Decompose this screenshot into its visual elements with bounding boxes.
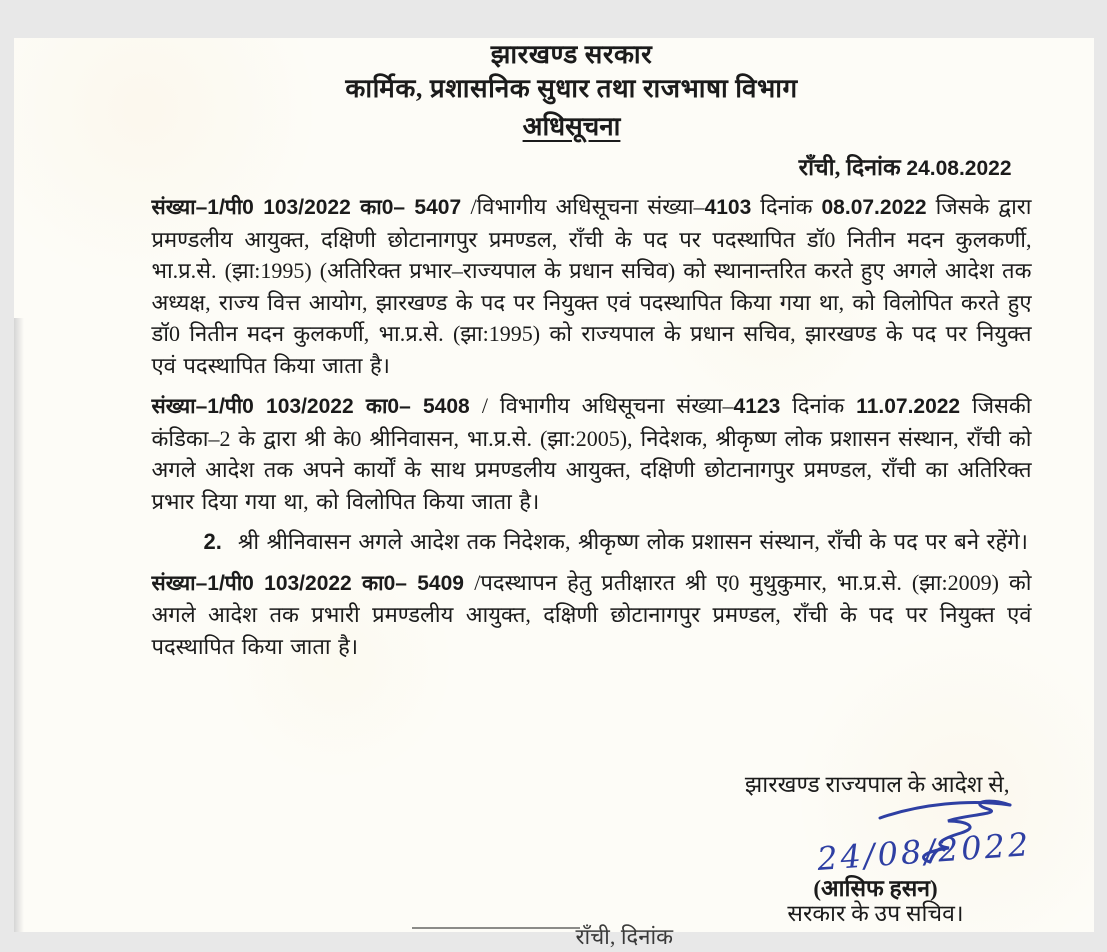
body-run: /विभागीय अधिसूचना संख्या– xyxy=(470,194,704,219)
paragraph-order-5407 xyxy=(152,191,1032,381)
government-name: झारखण्ड सरकार xyxy=(32,38,1107,72)
dept-notification-number-4103: 4103 xyxy=(705,196,752,219)
dept-notification-date-11-07-2022: 11.07.2022 xyxy=(856,395,960,418)
scanned-notification-page xyxy=(14,38,1094,932)
signatory-name: (आसिफ हसन) xyxy=(756,871,996,903)
clause-2-number: 2. xyxy=(204,529,238,554)
cutoff-next-line-text: राँची, दिनांक xyxy=(576,922,674,952)
notification-body xyxy=(14,191,1094,662)
signature-date-handwritten: 24/08/2022 xyxy=(814,825,1032,878)
place-date-line xyxy=(14,150,1094,182)
body-run: दिनांक xyxy=(751,194,821,219)
department-name: कार्मिक, प्रशासनिक सुधार तथा राजभाषा विभाग xyxy=(32,72,1107,106)
dept-notification-date-08-07-2022: 08.07.2022 xyxy=(822,196,927,219)
body-run: जिसकी कंडिका–2 के द्वारा श्री के0 श्रीनिवासन, भा.प्र.से. (झा:2005), निदेशक, श्रीकृष्ण लोक प्रशासन संस्थान, राँची को अगले आदेश तक अपने कार्यों के साथ प्रमण्डलीय आयुक्त, दक्षिणी छोटानागपुर प्रमण्डल, राँची का अतिरिक्त प्रभार दिया गया था, को विलोपित किया जाता है। xyxy=(152,393,1032,514)
issue-date: 24.08.2022 xyxy=(906,157,1011,180)
paragraph-order-5409 xyxy=(152,567,1032,663)
clause-2 xyxy=(152,526,1032,558)
ref-number-5407: संख्या–1/पी0 103/2022 का0– 5407 xyxy=(152,196,471,219)
place-date-prefix: राँची, दिनांक xyxy=(799,155,907,180)
dept-notification-number-4123: 4123 xyxy=(734,395,781,418)
by-order-line: झारखण्ड राज्यपाल के आदेश से, xyxy=(745,767,1010,799)
document-header xyxy=(32,38,1107,143)
body-run: जिसके द्वारा प्रमण्डलीय आयुक्त, दक्षिणी छोटानागपुर प्रमण्डल, राँची के पद पर पदस्थापित डॉ0 नितीन मदन कुलकर्णी, भा.प्र.से. (झा:1995) (अतिरिक्त प्रभार–राज्यपाल के प्रधान सचिव) को स्थानान्तरित करते हुए अगले आदेश तक अध्यक्ष, राज्य वित्त आयोग, झारखण्ड के पद पर नियुक्त एवं पदस्थापित किया गया था, को विलोपित करते हुए डॉ0 नितीन मदन कुलकर्णी, भा.प्र.से. (झा:1995) को राज्यपाल के प्रधान सचिव, झारखण्ड के पद पर नियुक्त एवं पदस्थापित किया जाता है। xyxy=(152,194,1032,378)
cutoff-text-line xyxy=(412,927,580,929)
body-run: / विभागीय अधिसूचना संख्या– xyxy=(482,393,734,418)
ref-number-5408: संख्या–1/पी0 103/2022 का0– 5408 xyxy=(152,395,482,418)
clause-2-text: श्री श्रीनिवासन अगले आदेश तक निदेशक, श्रीकृष्ण लोक प्रशासन संस्थान, राँची के पद पर बने रहेंगे। xyxy=(238,529,1028,554)
body-run: दिनांक xyxy=(780,393,856,418)
ref-number-5409: संख्या–1/पी0 103/2022 का0– 5409 xyxy=(152,572,475,595)
signatory-designation: सरकार के उप सचिव। xyxy=(741,896,1011,928)
notification-title: अधिसूचना xyxy=(523,111,621,143)
paragraph-order-5408 xyxy=(152,390,1032,517)
body-run: /पदस्थापन हेतु प्रतीक्षारत श्री ए0 मुथुकुमार, भा.प्र.से. (झा:2009) को अगले आदेश तक प्रभारी प्रमण्डलीय आयुक्त, दक्षिणी छोटानागपुर प्रमण्डल, राँची के पद पर नियुक्त एवं पदस्थापित किया जाता है। xyxy=(152,570,1032,659)
